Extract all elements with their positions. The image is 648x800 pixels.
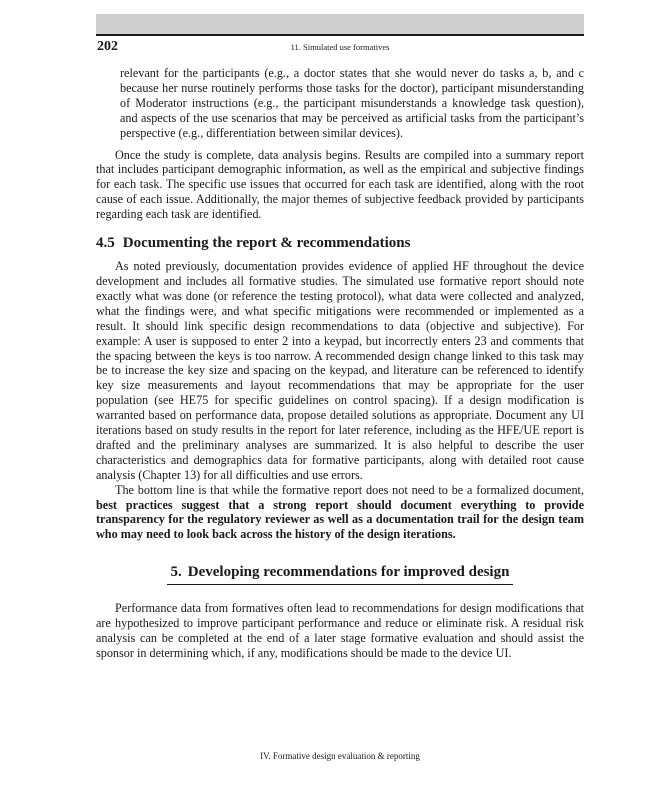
page-footer: IV. Formative design evaluation & reporting (260, 751, 420, 761)
chapter-title: Developing recommendations for improved design (187, 564, 510, 581)
chapter-number: 5. (170, 564, 182, 581)
chapter-heading-5 (96, 563, 584, 585)
bottom-line-emphasis: best practices suggest that a strong report should document everything to provide transparency for the regulatory reviewer as well as a documentation trail for the design team who may need to look back across the history of the design iterations. (96, 497, 584, 542)
page-number: 202 (97, 39, 118, 54)
header-rule (96, 34, 584, 36)
paragraph-bottom-line (96, 483, 584, 543)
list-item-continuation: relevant for the participants (e.g., a doctor states that she would never do tasks a, b, and c because her nurse routinely performs those tasks for the doctor), participant misunderstanding of Moderator instructions (e.g., the participant misunderstands a knowledge task question), and aspects of the use scenarios that may be perceived as artificial tasks from the participant’s perspective (e.g., differentiation between similar devices). (120, 66, 584, 140)
section-heading-4-5 (96, 234, 584, 252)
header-bar (96, 14, 584, 34)
running-head: 11. Simulated use formatives (290, 42, 390, 52)
paragraph-data-analysis: Once the study is complete, data analysis begins. Results are compiled into a summary report that includes participant demographic information, as well as the empirical and subjective findings for each task. The specific use issues that occurred for each task are identified, along with the root cause of each issue. Additionally, the major themes of subjective feedback provided by participants regarding each task are identified. (96, 147, 584, 222)
section-title: Documenting the report & recommendations (122, 235, 411, 252)
page-body (96, 66, 584, 661)
paragraph-documentation: As noted previously, documentation provides evidence of applied HF throughout the device development and includes all formative studies. The simulated use formative report should note exactly what was done (or reference the testing protocol), what data were collected and analyzed, what the findings were, and what specific mitigations were recommended or implemented as a result. It should link specific design recommendations to data (objective and subjective). For example: A user is supposed to enter 2 into a keypad, but incorrectly enters 23 and comments that the spacing between the keys is too narrow. A recommended design change linked to this task may be to increase the key size and spacing on the keypad, and literature can be referenced to identify key size measurements and layout recommendations that may be appropriate for the user population (see HE75 for specific guidelines on control spacing). If a design modification is warranted based on performance data, propose detailed solutions as appropriate. Document any UI iterations based on study results in the report for later reference, including as the HFE/UE report is drafted and the preliminary analyses are summarized. It is also helpful to describe the user characteristics and demographics data for formative participants, along with detailed root cause analysis (Chapter 13) for all difficulties and use errors. (96, 259, 584, 482)
paragraph-recommendations: Performance data from formatives often lead to recommendations for design modifications that are hypothesized to improve participant performance and reduce or eliminate risk. A residual risk analysis can be completed at the end of a later stage formative evaluation and should assist the sponsor in determining which, if any, modifications should be made to the device UI. (96, 601, 584, 660)
bottom-line-text: The bottom line is that while the formative report does not need to be a formalized document, (115, 482, 584, 497)
section-number: 4.5 (96, 235, 115, 252)
